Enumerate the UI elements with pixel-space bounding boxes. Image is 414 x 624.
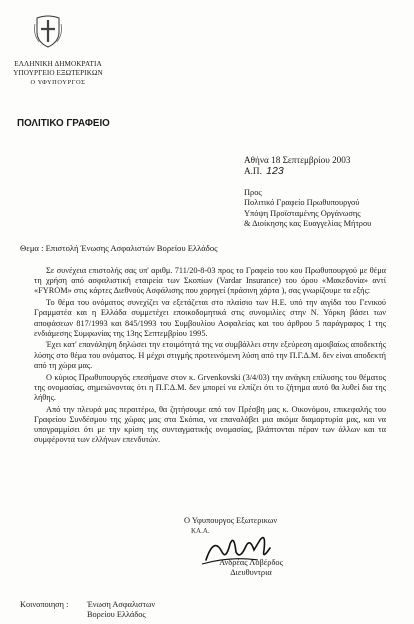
cc-recipient-line2: Βορείου Ελλάδος — [87, 610, 146, 619]
minister-name: Ο ΥΦΥΠΟΥΡΓΟΣ — [30, 79, 86, 86]
body-paragraph: Από την πλευρά μας περαιτέρω, θα ζητήσουμε από τον Πρέσβη μας κ. Οικονόμου, επικεφαλής του Γραφείου Συνδέσμου της χώρας μας στα Σκόπια, να επαναλάβει μια ακόμα διαμαρτυρία μας, και να υπογραμμίσει ότι με την κρίση της συνταγματικής ονομασίας, βλάπτονται πέραν των άλλων και τα συμφέροντα των ελλήνων επενδυτών. — [34, 404, 386, 445]
protocol-line — [244, 166, 284, 177]
cc-block — [20, 600, 155, 620]
recipient-line: Προς — [244, 188, 262, 197]
signature-mark: ΚΑ.Α. — [191, 527, 210, 535]
recipient-line: & Διοίκησης κας Ευαγγελίας Μήτρου — [244, 219, 372, 229]
recipients-block — [244, 188, 371, 230]
body-paragraph: Ο κύριος Πρωθυπουργός επεσήμανε στον κ. Grvenkovski (3/4/03) την ανάγκη επίλυσης του θέματος της ονομασίας, σημειώνοντας ότι η Π.Γ.Δ.Μ. δεν μπορεί να ελπίζει ότι το ζήτημα αυτό θα λυθεί δια της λήθης. — [34, 372, 386, 402]
office-title: ΠΟΛΙΤΙΚΟ ΓΡΑΦΕΙΟ — [17, 118, 110, 129]
recipient-line: Υπόψη Προϊσταμένης Οργάνωσης — [244, 208, 361, 218]
signatory-title: Ο Υφυπουργος Εξωτερικων — [184, 516, 278, 525]
cc-recipient: Ένωση Ασφαλιστων — [87, 600, 156, 609]
body-paragraph: Σε συνέχεια επιστολής σας υπ' αριθμ. 711/20-8-03 προς το Γραφείο του κου Πρωθυπουργού με θέμα τη χρήση από ασφαλιστική εταιρεία των Σκοπίων (Vardar Insurance) του όρου «Μακεδονία» αντί «FYROM» στις κάρτες Διεθνούς Ασφάλισης που χορηγεί (πράσινη χάρτα ), σας γνωρίζουμε τα εξής: — [34, 266, 386, 296]
signatory-block — [206, 558, 296, 579]
signatory-name: Ανδρέας Λοβέρδος — [219, 558, 283, 567]
ministry-name: ΥΠΟΥΡΓΕΙΟ ΕΞΩΤΕΡΙΚΩΝ — [13, 69, 103, 77]
body-paragraph: Το θέμα του ονόματος συνεχίζει να εξετάζεται στο πλαίσιο των Η.Ε. υπό την αιγίδα του Γενικού Γραμματέα και η Ελλάδα συμμετέχει εποικοδομητικά στις συνομιλίες στην Ν. Υόρκη βάσει των αποφάσεων 817/1993 και 845/1993 του Συμβουλίου Ασφαλείας και του άρθρου 5 παράγραφος 1 της ενδιάμεσης Συμφωνίας της 13ης Σεπτεμβρίου 1995. — [34, 298, 386, 338]
subject-line: Θεμα : Επιστολή Ένωσης Ασφαλιστών Βορείου Ελλάδος — [20, 243, 218, 253]
coat-of-arms-icon — [33, 14, 63, 48]
letter-body — [34, 266, 386, 447]
country-name: ΕΛΛΗΝΙΚΗ ΔΗΜΟΚΡΑΤΙΑ — [14, 60, 102, 68]
protocol-number: 123 — [266, 165, 284, 177]
body-paragraph: Έχει κατ' επανάληψη δηλώσει την ετοιμότητά της να συμβάλλει στην εξεύρεση αμοιβαίως αποδεκτής λύσης στο θέμα του ονόματος. Η μέχρι στιγμής προτεινόμενη λύση από την Π.Γ.Δ.Μ. δεν είναι αποδεκτή από τη χώρα μας. — [34, 340, 386, 370]
protocol-label: Α.Π. — [244, 166, 262, 176]
ministry-header — [8, 60, 108, 87]
cc-label: Κοινοποιηση : — [20, 600, 69, 609]
recipient-line: Πολιτικό Γραφείο Πρωθυπουργού — [244, 198, 360, 208]
signatory-role: Διευθυντρια — [230, 568, 272, 578]
date-line: Αθήνα 18 Σεπτεμβρίου 2003 — [244, 155, 351, 165]
